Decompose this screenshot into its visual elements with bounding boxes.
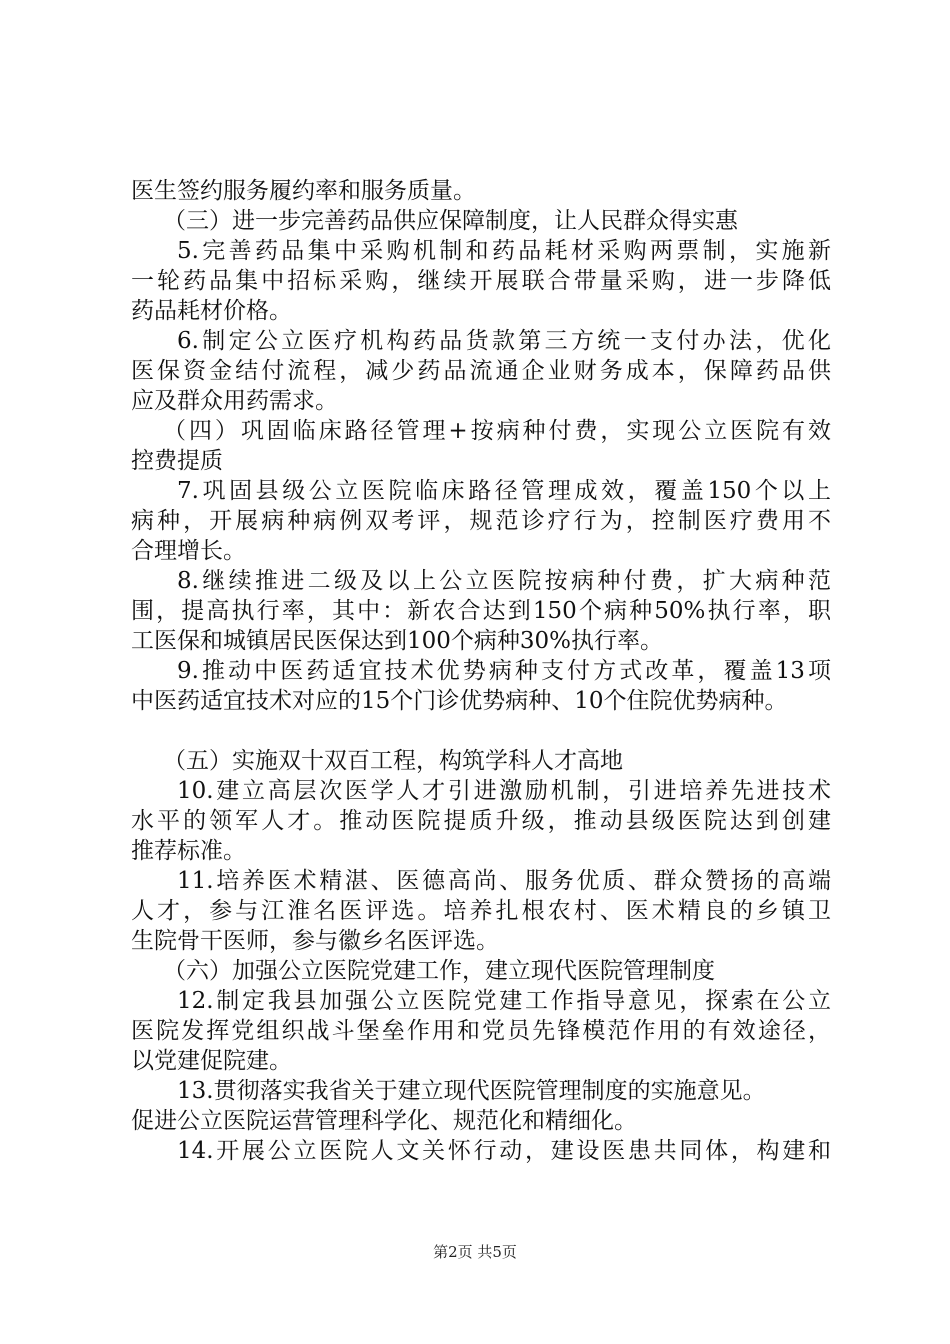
paragraph-line: 14.开展公立医院人文关怀行动，建设医患共同体，构建和 (177, 1138, 831, 1164)
section-heading: （四）巩固临床路径管理+按病种付费，实现公立医院有效 (163, 418, 831, 444)
section-heading: 控费提质 (131, 448, 223, 474)
paragraph-line: 6.制定公立医疗机构药品货款第三方统一支付办法，优化 (177, 328, 831, 354)
blank-line (131, 716, 831, 746)
document-body (131, 176, 831, 1166)
paragraph-line: 推荐标准。 (131, 838, 246, 864)
section-heading: （五）实施双十双百工程，构筑学科人才高地 (163, 748, 623, 774)
paragraph-line: 9.推动中医药适宜技术优势病种支付方式改革，覆盖13项 (177, 658, 831, 684)
paragraph-line: 13.贯彻落实我省关于建立现代医院管理制度的实施意见。 (177, 1078, 766, 1104)
paragraph-line: 应及群众用药需求。 (131, 388, 338, 414)
paragraph-line: 水平的领军人才。推动医院提质升级，推动县级医院达到创建 (131, 808, 831, 834)
paragraph-line: 医院发挥党组织战斗堡垒作用和党员先锋模范作用的有效途径， (131, 1018, 831, 1044)
paragraph-line: 以党建促院建。 (131, 1048, 292, 1074)
paragraph-line: 医保资金结付流程，减少药品流通企业财务成本，保障药品供 (131, 358, 831, 384)
paragraph-line: 5.完善药品集中采购机制和药品耗材采购两票制，实施新 (177, 238, 831, 264)
page-number-footer: 第2页 共5页 (433, 1243, 517, 1261)
paragraph-line: 促进公立医院运营管理科学化、规范化和精细化。 (131, 1108, 637, 1134)
paragraph-line: 围，提高执行率，其中：新农合达到150个病种50%执行率，职 (131, 598, 831, 624)
paragraph-line: 合理增长。 (131, 538, 246, 564)
paragraph-line: 病种，开展病种病例双考评，规范诊疗行为，控制医疗费用不 (131, 508, 831, 534)
paragraph-line: 一轮药品集中招标采购，继续开展联合带量采购，进一步降低 (131, 268, 831, 294)
paragraph-line: 人才，参与江淮名医评选。培养扎根农村、医术精良的乡镇卫 (131, 898, 831, 924)
section-heading: （六）加强公立医院党建工作，建立现代医院管理制度 (163, 958, 715, 984)
paragraph-line: 工医保和城镇居民医保达到100个病种30%执行率。 (131, 628, 664, 654)
section-heading: （三）进一步完善药品供应保障制度，让人民群众得实惠 (163, 208, 738, 234)
paragraph-line: 12.制定我县加强公立医院党建工作指导意见，探索在公立 (177, 988, 831, 1014)
paragraph-line: 7.巩固县级公立医院临床路径管理成效，覆盖150个以上 (177, 478, 831, 504)
paragraph-line: 中医药适宜技术对应的15个门诊优势病种、10个住院优势病种。 (131, 688, 788, 714)
text-line: 医生签约服务履约率和服务质量。 (131, 178, 476, 204)
paragraph-line: 11.培养医术精湛、医德高尚、服务优质、群众赞扬的高端 (177, 868, 831, 894)
paragraph-line: 药品耗材价格。 (131, 298, 292, 324)
paragraph-line: 8.继续推进二级及以上公立医院按病种付费，扩大病种范 (177, 568, 831, 594)
paragraph-line: 生院骨干医师，参与徽乡名医评选。 (131, 928, 499, 954)
paragraph-line: 10.建立高层次医学人才引进激励机制，引进培养先进技术 (177, 778, 831, 804)
